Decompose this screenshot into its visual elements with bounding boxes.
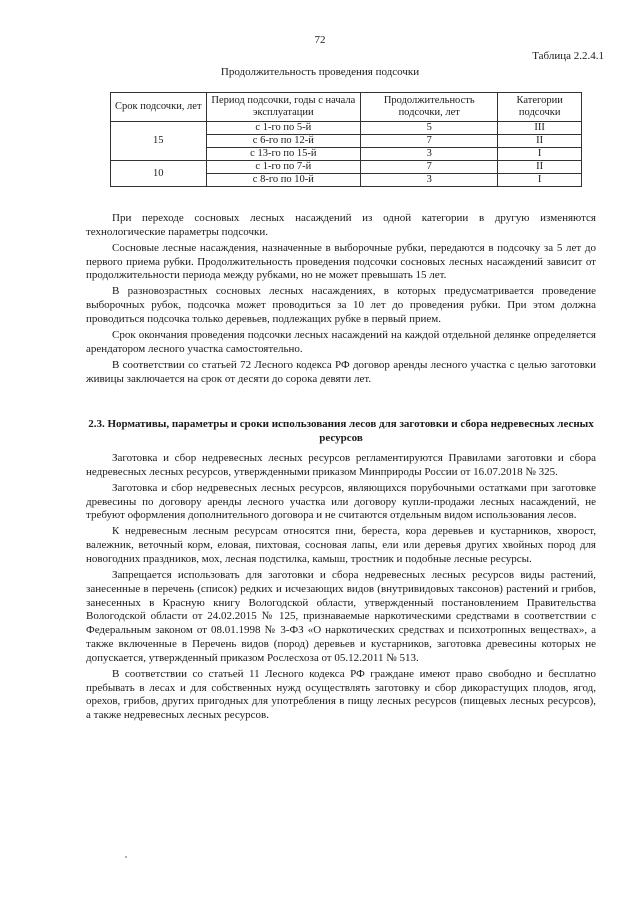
table-row	[111, 122, 582, 135]
period-cell: с 13-го по 15-й	[206, 148, 360, 161]
header-duration: Продолжительность подсочки, лет	[361, 93, 498, 122]
paragraph: В соответствии со статьей 11 Лесного кодекса РФ граждане имеют право свободно и бесплатно пребывать в лесах и для собственных нужд осуществлять заготовку и сбор дикорастущих плодов, ягод, орехов, грибов, других пригодных для употребления в пищу лесных ресурсов (пищевых лесных ресурсов), а также недревесных лесных ресурсов.	[86, 667, 596, 722]
tapping-text-block	[86, 212, 596, 389]
duration-cell: 5	[361, 122, 498, 135]
tapping-duration-table	[110, 92, 582, 187]
period-cell: с 8-го по 10-й	[206, 174, 360, 187]
paragraph: Заготовка и сбор недревесных лесных ресурсов регламентируются Правилами заготовки и сбора недревесных лесных ресурсов, утвержденными приказом Минприроды России от 16.07.2018 № 325.	[86, 452, 596, 478]
header-category: Категории подсочки	[498, 93, 582, 122]
period-cell: с 1-го по 5-й	[206, 122, 360, 135]
section-heading: 2.3. Нормативы, параметры и сроки использования лесов для заготовки и сбора недревесных лесных ресурсов	[88, 418, 594, 444]
table-label: Таблица 2.2.4.1	[532, 50, 604, 62]
category-cell: I	[498, 148, 582, 161]
paragraph: В разновозрастных сосновых лесных насаждениях, в которых предусматривается проведение выборочных рубок, подсочка может проводиться за 10 лет до проведения рубки. При этом должна проводиться подсочка только деревьев, подлежащих рубке в первый прием.	[86, 285, 596, 325]
category-cell: II	[498, 135, 582, 148]
scan-dot	[125, 856, 127, 858]
paragraph: К недревесным лесным ресурсам относятся пни, береста, кора деревьев и кустарников, хворост, валежник, веточный корм, еловая, пихтовая, сосновая лапы, ели или деревья других хвойных пород для новогодних праздников, мох, лесная подстилка, камыш, тростник и подобные лесные ресурсы.	[86, 525, 596, 565]
duration-cell: 3	[361, 174, 498, 187]
category-cell: II	[498, 161, 582, 174]
period-cell: с 6-го по 12-й	[206, 135, 360, 148]
page-number: 72	[314, 34, 326, 46]
duration-cell: 3	[361, 148, 498, 161]
term-cell: 15	[111, 122, 207, 161]
period-cell: с 1-го по 7-й	[206, 161, 360, 174]
paragraph: При переходе сосновых лесных насаждений из одной категории в другую изменяются технологические параметры подсочки.	[86, 212, 596, 238]
category-cell: I	[498, 174, 582, 187]
term-cell: 10	[111, 161, 207, 187]
paragraph: В соответствии со статьей 72 Лесного кодекса РФ договор аренды лесного участка с целью заготовки живицы заключается на срок от десяти до сорока девяти лет.	[86, 358, 596, 385]
header-term: Срок подсочки, лет	[111, 93, 207, 122]
duration-cell: 7	[361, 135, 498, 148]
header-period: Период подсочки, годы с начала эксплуатации	[206, 93, 360, 122]
paragraph: Срок окончания проведения подсочки лесных насаждений на каждой отдельной делянке определяется арендатором лесного участка самостоятельно.	[86, 328, 596, 355]
paragraph: Запрещается использовать для заготовки и сбора недревесных лесных ресурсов виды растений, занесенные в перечень (список) редких и исчезающих видов (внутривидовых таксонов) растений и грибов, занесенных в Красную книгу Вологодской области, утвержденный постановлением Правительства Вологодской области от 24.02.2015 № 125, признаваемые наркотическими средствами в соответствии с Федеральным законом от 08.01.1998 № 3-ФЗ «О наркотических средствах и психотропных веществах», а также включенные в Перечень видов (пород) деревьев и кустарников, заготовка древесины которых не допускается, утвержденный приказом Рослесхоза от 05.12.2011 № 513.	[86, 568, 596, 664]
table-caption: Продолжительность проведения подсочки	[220, 66, 420, 78]
category-cell: III	[498, 122, 582, 135]
table-row	[111, 161, 582, 174]
duration-cell: 7	[361, 161, 498, 174]
non-timber-text-block	[86, 452, 596, 725]
paragraph: Заготовка и сбор недревесных лесных ресурсов, являющихся порубочными остатками при заготовке древесины по договору аренды лесного участка или договору купли-продажи лесных насаждений, не требуют оформления дополнительного договора и не считаются отдельным видом использования лесов.	[86, 481, 596, 522]
paragraph: Сосновые лесные насаждения, назначенные в выборочные рубки, передаются в подсочку за 5 лет до первого приема рубки. Продолжительность проведения подсочки сосновых лесных насаждений зависит от продолжительности периода между рубками, но не может превышать 15 лет.	[86, 241, 596, 282]
table-header-row	[111, 93, 582, 122]
